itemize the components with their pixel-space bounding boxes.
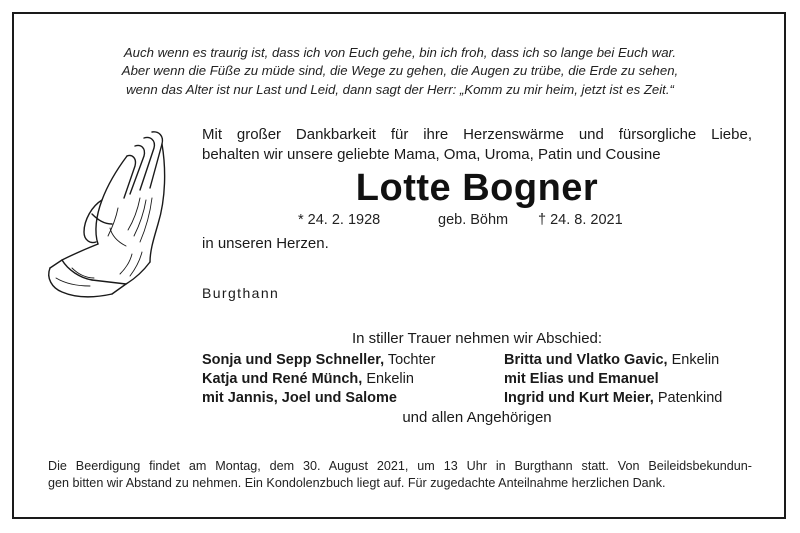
list-item: Britta und Vlatko Gavic, Enkelin	[504, 352, 720, 368]
list-item: Ingrid und Kurt Meier, Patenkind	[504, 390, 723, 406]
poem-line: Aber wenn die Füße zu müde sind, die Wege zu gehen, die Augen zu trübe, die Erde zu sehen,	[121, 63, 679, 79]
intro-line: behalten wir unsere geliebte Mama, Oma, Uroma, Patin und Cousine	[202, 146, 661, 163]
poem-line: Auch wenn es traurig ist, dass ich von Euch gehe, bin ich froh, dass ich so lange bei Euch war.	[123, 45, 677, 60]
list-item: mit Elias und Emanuel	[504, 371, 659, 387]
birth-date: * 24. 2. 1928	[298, 212, 381, 228]
mourning-line: In stiller Trauer nehmen wir Abschied:	[351, 330, 603, 347]
place-name: Burgthann	[202, 285, 280, 301]
intro-line: Mit großer Dankbarkeit für ihre Herzenswärme und fürsorgliche Liebe,	[202, 126, 752, 143]
list-item: Sonja und Sepp Schneller, Tochter	[202, 352, 436, 368]
family-list-left	[202, 351, 435, 408]
relatives-line: und allen Angehörigen	[402, 409, 552, 426]
list-item: mit Jannis, Joel und Salome	[202, 390, 397, 406]
maiden-name: geb. Böhm	[438, 212, 509, 228]
list-item: Katja und René Münch, Enkelin	[202, 371, 414, 387]
deceased-name: Lotte Bogner	[355, 167, 599, 209]
poem	[30, 44, 770, 99]
death-date: † 24. 8. 2021	[538, 212, 623, 228]
poem-line: wenn das Alter ist nur Last und Leid, dann sagt der Herr: „Komm zu mir heim, jetzt ist es Zeit.“	[126, 81, 674, 97]
funeral-info-line: Die Beerdigung findet am Montag, dem 30. August 2021, um 13 Uhr in Burgthann statt. Von Beileidsbekundun-	[48, 459, 752, 473]
praying-hands-icon	[32, 128, 167, 306]
in-hearts-text: in unseren Herzen.	[202, 235, 329, 252]
family-list-right	[504, 351, 722, 408]
funeral-info-line: gen bitten wir Abstand zu nehmen. Ein Kondolenzbuch liegt auf. Für zugedachte Anteilnahme herzlichen Dank.	[48, 476, 666, 490]
intro-text	[202, 125, 752, 165]
funeral-info	[48, 458, 752, 492]
